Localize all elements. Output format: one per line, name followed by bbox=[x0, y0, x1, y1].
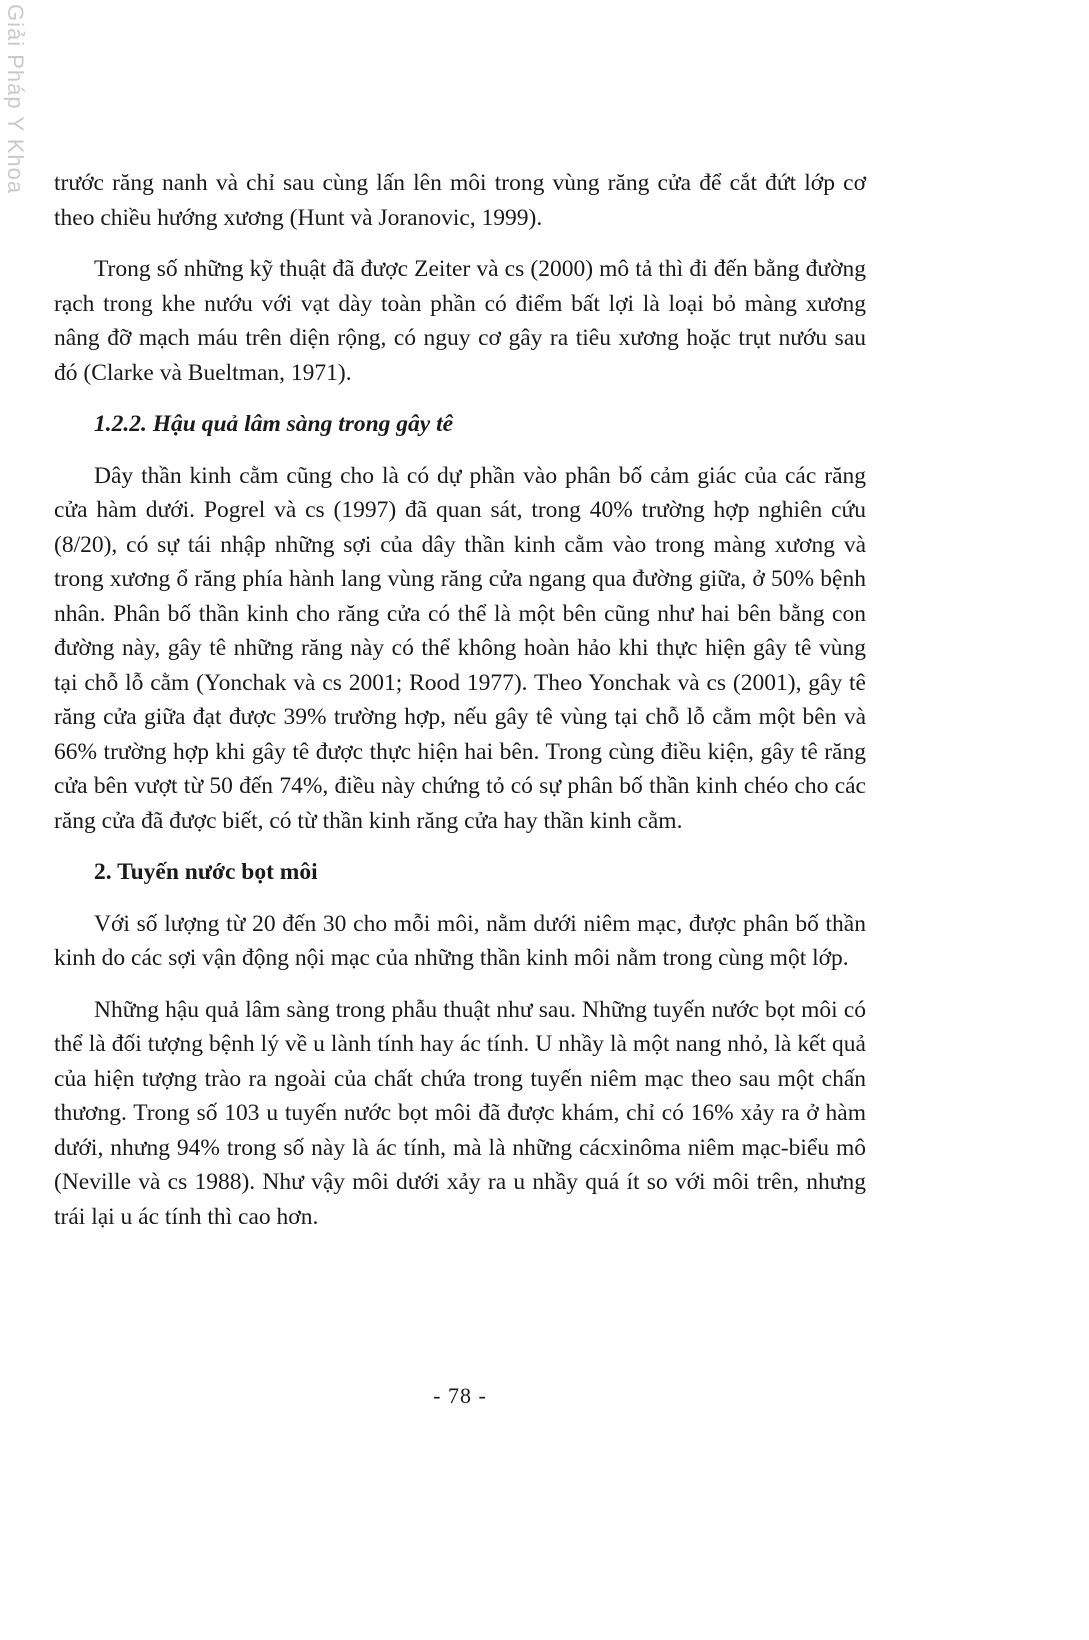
section-heading-2: 2. Tuyến nước bọt môi bbox=[94, 859, 318, 885]
paragraph-clinical-consequences: Những hậu quả lâm sàng trong phẫu thuật như sau. Những tuyến nước bọt môi có thể là đối tượng bệnh lý về u lành tính hay ác tính. U nhầy là một nang nhỏ, là kết quả của hiện tượng trào ra ngoài của chất chứa trong tuyến niêm mạc theo sau một chấn thương. Trong số 103 u tuyến nước bọt môi đã được khám, chỉ có 16% xảy ra ở hàm dưới, nhưng 94% trong số này là ác tính, mà là những cácxinôma niêm mạc-biểu mô (Neville và cs 1988). Như vậy môi dưới xảy ra u nhầy quá ít so với môi trên, nhưng trái lại u ác tính thì cao hơn. bbox=[54, 996, 866, 1230]
paragraph-mental-nerve: Dây thần kinh cằm cũng cho là có dự phần vào phân bố cảm giác của các răng cửa hàm dưới. Pogrel và cs (1997) đã quan sát, trong 40% trường hợp nghiên cứu (8/20), có sự tái nhập những sợi của dây thần kinh cằm vào trong màng xương và trong xương ổ răng phía hành lang vùng răng cửa ngang qua đường giữa, ở 50% bệnh nhân. Phân bố thần kinh cho răng cửa có thể là một bên cũng như hai bên bằng con đường này, gây tê những răng này có thể không hoàn hảo khi thực hiện gây tê vùng tại chỗ lỗ cằm (Yonchak và cs 2001; Rood 1977). Theo Yonchak và cs (2001), gây tê răng cửa giữa đạt được 39% trường hợp, nếu gây tê vùng tại chỗ lỗ cằm một bên và 66% trường hợp khi gây tê được thực hiện hai bên. Trong cùng điều kiện, gây tê răng cửa bên vượt từ 50 đến 74%, điều này chứng tỏ có sự phân bố thần kinh chéo cho các răng cửa đã được biết, có từ thần kinh răng cửa hay thần kinh cằm. bbox=[54, 462, 866, 834]
section-heading-1-2-2: 1.2.2. Hậu quả lâm sàng trong gây tê bbox=[94, 411, 454, 437]
paragraph-labial-glands: Với số lượng từ 20 đến 30 cho mỗi môi, nằm dưới niêm mạc, được phân bố thần kinh do các sợi vận động nội mạc của những thần kinh môi nằm trong cùng một lớp. bbox=[54, 910, 866, 971]
watermark bbox=[0, 0, 30, 220]
paragraph-zeiter: Trong số những kỹ thuật đã được Zeiter và cs (2000) mô tả thì đi đến bằng đường rạch trong khe nướu với vạt dày toàn phần có điểm bất lợi là loại bỏ màng xương nâng đỡ mạch máu trên diện rộng, có nguy cơ gây ra tiêu xương hoặc trụt nướu sau đó (Clarke và Bueltman, 1971). bbox=[54, 256, 866, 386]
watermark-text: Giải Pháp Y Khoa bbox=[3, 4, 28, 195]
paragraph-continuation: trước răng nanh và chỉ sau cùng lấn lên môi trong vùng răng cửa để cắt đứt lớp cơ theo chiều hướng xương (Hunt và Joranovic, 1999). bbox=[54, 170, 866, 231]
page-number: - 78 - bbox=[433, 1383, 487, 1408]
page-content bbox=[54, 166, 866, 1251]
